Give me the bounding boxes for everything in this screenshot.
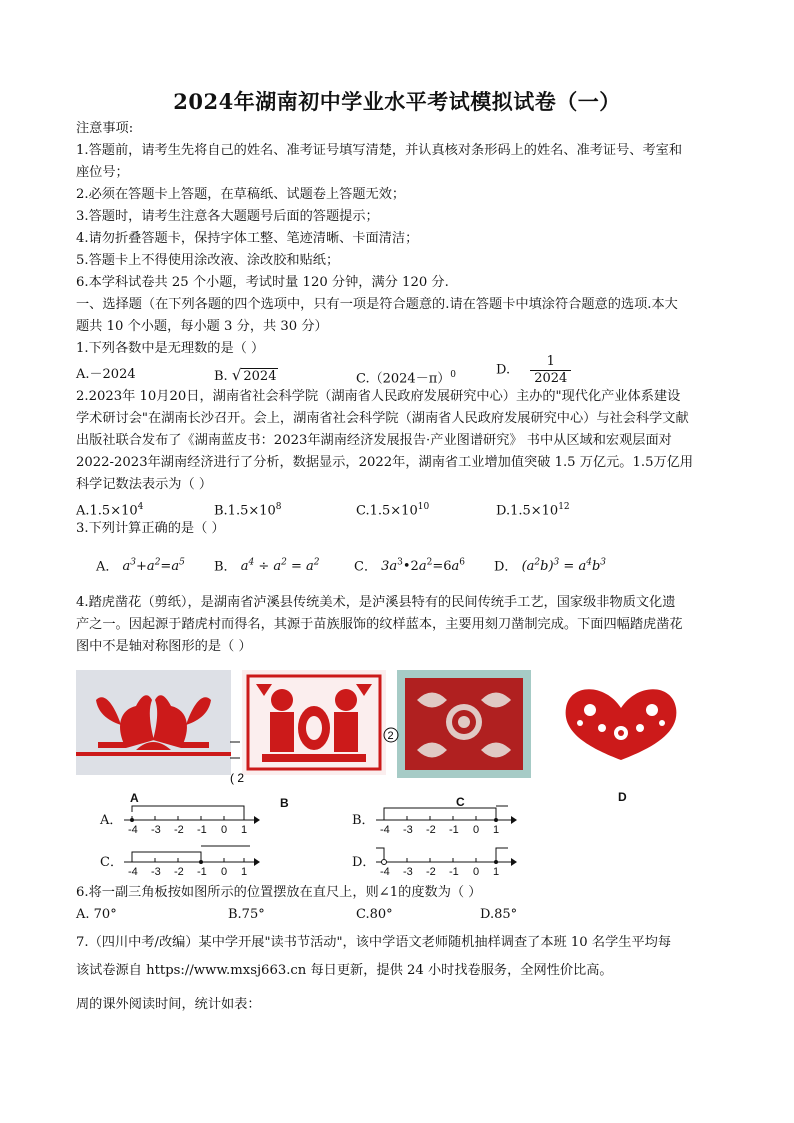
question-7-stem: 7.（四川中考/改编）某中学开展"读书节活动"，该中学语文老师随机抽样调查了本班 10 名学生平均每 <box>76 935 672 950</box>
flower-papercut-icon <box>397 670 531 778</box>
source-note: 该试卷源自 https://www.mxsj663.cn 每日更新，提供 24 小时找卷服务，全网性价比高。 <box>76 963 613 978</box>
q2-option-c-base: C.1.5×10 <box>356 503 418 519</box>
fraction <box>530 354 571 387</box>
stray-mark-icon <box>228 736 245 786</box>
tick-label: -1 <box>197 824 207 836</box>
q2-option-c-exponent: 10 <box>417 502 430 512</box>
tick-label: -1 <box>449 824 459 836</box>
section-heading-cont: 题共 10 个小题，每小题 3 分，共 30 分） <box>76 319 328 334</box>
q3-option-c-label: C． <box>354 559 377 575</box>
tick-label: 1 <box>493 824 500 836</box>
q2-option-b-exponent: 8 <box>275 502 282 512</box>
figures-papercut-icon <box>242 670 386 775</box>
question-2-line: 2022-2023年湖南经济进行了分析，数据显示，2022年，湖南省工业增加值突破 1.5 万亿元。1.5万亿用 <box>76 455 694 470</box>
q6-option-c: C.80° <box>356 907 393 922</box>
image-label-c: C <box>456 795 465 809</box>
question-1-options <box>76 354 726 388</box>
q1-option-b <box>214 364 278 388</box>
tick-label: -4 <box>128 866 138 878</box>
tick-label: 0 <box>221 866 228 878</box>
notice-item: 6.本学科试卷共 25 个小题，考试时量 120 分钟，满分 120 分. <box>76 275 449 290</box>
sqrt-sign: √ <box>231 366 242 384</box>
q2-option-a-exponent: 4 <box>137 502 144 512</box>
tick-label: -1 <box>449 866 459 878</box>
q6-option-d: D.85° <box>480 907 518 922</box>
numberline-option-a-label: A． <box>100 813 123 828</box>
q1-option-d <box>496 354 571 387</box>
tick-label: -4 <box>380 824 390 836</box>
question-3-stem: 3.下列计算正确的是（ ） <box>76 521 225 536</box>
q3-option-b <box>214 552 320 578</box>
papercut-image-roosters <box>76 670 231 775</box>
q2-option-d-exponent: 12 <box>558 502 570 512</box>
numberline-option-b-label: B． <box>352 813 375 828</box>
q1-option-c-exponent: 0 <box>450 370 456 380</box>
question-1-stem: 1.下列各数中是无理数的是（ ） <box>76 341 265 356</box>
math-expression: $a^3+a^2=a^5$ <box>122 558 185 575</box>
notice-item: 2.必须在答题卡上答题，在草稿纸、试题卷上答题无效； <box>76 187 406 202</box>
numberline-c <box>120 842 260 882</box>
notice-item: 3.答题时，请考生注意各大题题号后面的答题提示； <box>76 209 379 224</box>
q3-option-d <box>494 552 606 578</box>
q1-option-a: A.－2024 <box>76 367 136 382</box>
tick-label: -4 <box>128 824 138 836</box>
numberline-option-c-label: C． <box>100 855 123 870</box>
svg-text:2: 2 <box>387 730 394 742</box>
notice-item: 4.请勿折叠答题卡，保持字体工整、笔迹清晰、卡面清洁； <box>76 231 419 246</box>
numberline-a <box>120 800 260 840</box>
tick-label: -3 <box>403 866 413 878</box>
page-title: 2024年湖南初中学业水平考试模拟试卷（一） <box>173 89 621 114</box>
q2-option-a-base: A.1.5×10 <box>76 503 138 519</box>
image-label-a: A <box>130 791 139 805</box>
papercut-image-figures <box>242 670 386 775</box>
papercut-image-butterfly <box>560 678 682 770</box>
math-expression: $(a^2b)^3 = a^4b^3$ <box>521 558 606 575</box>
question-2-options <box>76 496 726 518</box>
question-4-line: 图中不是轴对称图形的是（ ） <box>76 639 252 654</box>
image-label-d: D <box>618 790 627 804</box>
numberline-option-d-label: D． <box>352 855 376 870</box>
tick-label: -2 <box>174 866 184 878</box>
q2-option-d-base: D.1.5×10 <box>496 503 559 519</box>
math-expression: $3a^3•2a^2=6a^6$ <box>381 558 465 575</box>
q3-option-a <box>96 552 185 578</box>
q3-option-a-label: A． <box>96 559 119 575</box>
fraction-denominator: 2024 <box>534 371 568 386</box>
fraction-numerator: 1 <box>530 354 571 371</box>
notice-heading: 注意事项: <box>76 121 134 136</box>
question-3-options <box>96 552 726 576</box>
question-6-stem: 6.将一副三角板按如图所示的位置摆放在直尺上，则∠1的度数为（ ） <box>76 885 482 900</box>
question-2-line: 科学记数法表示为（ ） <box>76 477 213 492</box>
notice-item: 1.答题前，请考生先将自己的姓名、准考证号填写清楚，并认真核对条形码上的姓名、准考证号、考室和 <box>76 143 683 158</box>
roosters-papercut-icon <box>76 670 231 775</box>
q1-option-d-prefix: D. <box>496 362 511 378</box>
question-6-options <box>76 904 726 926</box>
q1-radicand: 2024 <box>243 369 277 384</box>
tick-label: 0 <box>221 824 228 836</box>
notice-item: 座位号； <box>76 165 129 180</box>
math-expression: $a^4 \div a^2 = a^2$ <box>240 558 320 575</box>
tick-label: 1 <box>241 866 248 878</box>
tick-label: -2 <box>426 824 436 836</box>
question-4-line: 产之一。因起源于踏虎村而得名，其源于苗族服饰的纹样蓝本，主要用刻刀凿制完成。下面四幅踏虎凿花 <box>76 617 683 632</box>
q6-option-a: A. 70° <box>76 907 117 922</box>
butterfly-papercut-icon <box>560 678 682 770</box>
q6-option-b: B.75° <box>228 907 265 922</box>
section-heading: 一、选择题（在下列各题的四个选项中，只有一项是符合题意的.请在答题卡中填涂符合题意的选项.本大 <box>76 297 678 312</box>
notice-item: 5.答题卡上不得使用涂改液、涂改胶和贴纸； <box>76 253 340 268</box>
q3-option-d-label: D． <box>494 559 518 575</box>
tick-label: 1 <box>241 824 248 836</box>
q3-option-b-label: B． <box>214 559 237 575</box>
tick-label: -3 <box>151 824 161 836</box>
q1-option-b-prefix: B. <box>214 369 228 384</box>
tick-label: -4 <box>380 866 390 878</box>
tick-label: -2 <box>174 824 184 836</box>
q3-option-c <box>354 552 465 578</box>
q2-option-b-base: B.1.5×10 <box>214 503 276 519</box>
papercut-image-flower <box>397 670 531 778</box>
circled-two-icon <box>382 726 400 744</box>
tick-label: -3 <box>403 824 413 836</box>
tick-label: 0 <box>473 824 480 836</box>
tick-label: -2 <box>426 866 436 878</box>
tick-label: 0 <box>473 866 480 878</box>
question-2-line: 2.2023年 10月20日，湖南省社会科学院（湖南省人民政府发展研究中心）主办的"现代化产业体系建设 <box>76 389 681 404</box>
tick-label: -1 <box>197 866 207 878</box>
question-7-continued: 周的课外阅读时间，统计如表： <box>76 997 261 1012</box>
svg-text:( 2: ( 2 <box>230 771 245 785</box>
image-label-b: B <box>280 796 289 810</box>
question-4-line: 4.踏虎凿花（剪纸），是湖南省泸溪县传统美术，是泸溪县特有的民间传统手工艺，国家级非物质文化遗 <box>76 595 676 610</box>
question-2-line: 出版社联合发布了《湖南蓝皮书：2023年湖南经济发展报告·产业图谱研究》 书中从区域和宏观层面对 <box>76 433 672 448</box>
question-2-line: 学术研讨会"在湖南长沙召开。会上，湖南省社会科学院（湖南省人民政府发展研究中心）与社会科学文献 <box>76 411 689 426</box>
q1-option-c-base: C.（2024－π） <box>356 371 451 387</box>
tick-label: 1 <box>493 866 500 878</box>
tick-label: -3 <box>151 866 161 878</box>
